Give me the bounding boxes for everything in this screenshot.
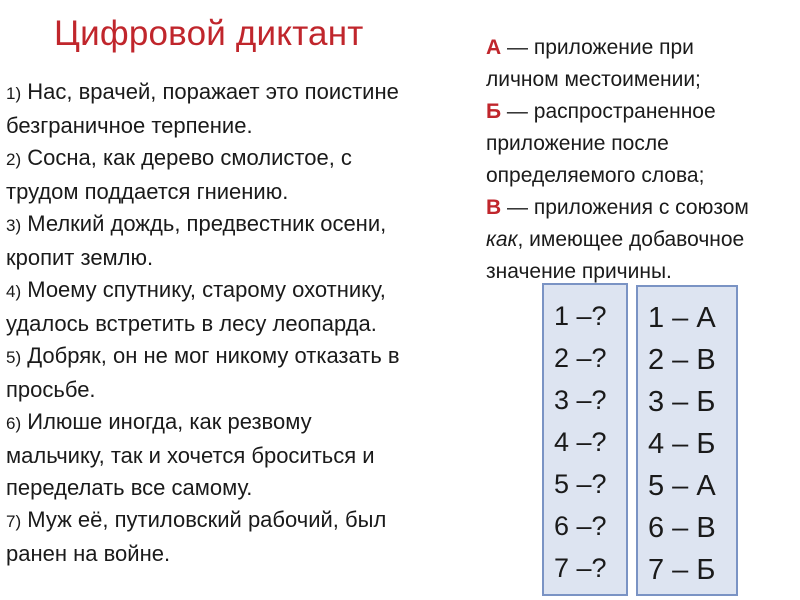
sentence-number: 4) (6, 282, 22, 301)
sentence-3 (6, 208, 484, 274)
legend-a-text: личном местоимении; (486, 68, 701, 91)
sentence-number: 3) (6, 216, 22, 235)
legend-v-text: значение причины. (486, 260, 672, 283)
legend-a-line (486, 32, 800, 64)
sentence-text: переделать все самому. (6, 475, 253, 500)
answer-box (636, 285, 738, 596)
sentence-text: удалось встретить в лесу леопарда. (6, 311, 377, 336)
legend-b-text: приложение после (486, 132, 669, 155)
sentence-7 (6, 504, 484, 570)
sentence-number: 6) (6, 414, 22, 433)
legend-b-line (486, 160, 800, 192)
answer-item: 2 – В (648, 344, 716, 376)
legend-b-line (486, 128, 800, 160)
sentence-list (6, 76, 484, 570)
legend-v-text: — приложения с союзом (501, 196, 749, 219)
question-item: 7 –? (554, 553, 607, 583)
sentence-1 (6, 76, 484, 142)
legend-v-kak: как (486, 228, 518, 251)
answer-item: 4 – Б (648, 428, 716, 460)
sentence-text: Сосна, как дерево смолистое, с (27, 145, 352, 170)
answer-item: 5 – А (648, 470, 716, 502)
page-title: Цифровой диктант (54, 14, 364, 53)
sentence-text: кропит землю. (6, 245, 154, 270)
question-box (542, 283, 628, 596)
sentence-number: 2) (6, 150, 22, 169)
legend-b-line (486, 96, 800, 128)
sentence-text: ранен на войне. (6, 541, 171, 566)
legend-letter-b: Б (486, 100, 502, 123)
legend-a-text: — приложение при (501, 36, 694, 59)
sentence-text: просьбе. (6, 377, 96, 402)
sentence-text: Моему спутнику, старому охотнику, (27, 277, 386, 302)
sentence-number: 5) (6, 348, 22, 367)
sentence-4 (6, 274, 484, 340)
legend-v-text: , имеющее добавочное (517, 228, 745, 251)
legend-b-text: определяемого слова; (486, 164, 705, 187)
answer-item: 1 – А (648, 302, 716, 334)
question-item: 2 –? (554, 343, 607, 373)
sentence-5 (6, 340, 484, 406)
answer-item: 3 – Б (648, 386, 716, 418)
sentence-text: Добряк, он не мог никому отказать в (27, 343, 400, 368)
sentence-text: безграничное терпение. (6, 113, 253, 138)
sentence-text: Нас, врачей, поражает это поистине (27, 79, 399, 104)
question-item: 4 –? (554, 427, 607, 457)
legend-block (486, 32, 800, 288)
question-item: 3 –? (554, 385, 607, 415)
sentence-text: мальчику, так и хочется броситься и (6, 443, 375, 468)
legend-b-text: — распространенное (501, 100, 716, 123)
legend-v-line (486, 224, 800, 256)
question-item: 6 –? (554, 511, 607, 541)
legend-a-line (486, 64, 800, 96)
sentence-6 (6, 406, 484, 504)
question-item: 5 –? (554, 469, 607, 499)
sentence-number: 1) (6, 84, 22, 103)
sentence-text: Илюше иногда, как резвому (27, 409, 312, 434)
sentence-number: 7) (6, 512, 22, 531)
legend-letter-v: В (486, 196, 502, 219)
legend-v-line (486, 192, 800, 224)
legend-letter-a: А (486, 36, 502, 59)
sentence-text: трудом поддается гниению. (6, 179, 289, 204)
sentence-2 (6, 142, 484, 208)
answer-item: 6 – В (648, 512, 716, 544)
question-item: 1 –? (554, 301, 607, 331)
sentence-text: Мелкий дождь, предвестник осени, (27, 211, 387, 236)
legend-v-line (486, 256, 800, 288)
answer-item: 7 – Б (648, 554, 716, 586)
sentence-text: Муж её, путиловский рабочий, был (27, 507, 387, 532)
